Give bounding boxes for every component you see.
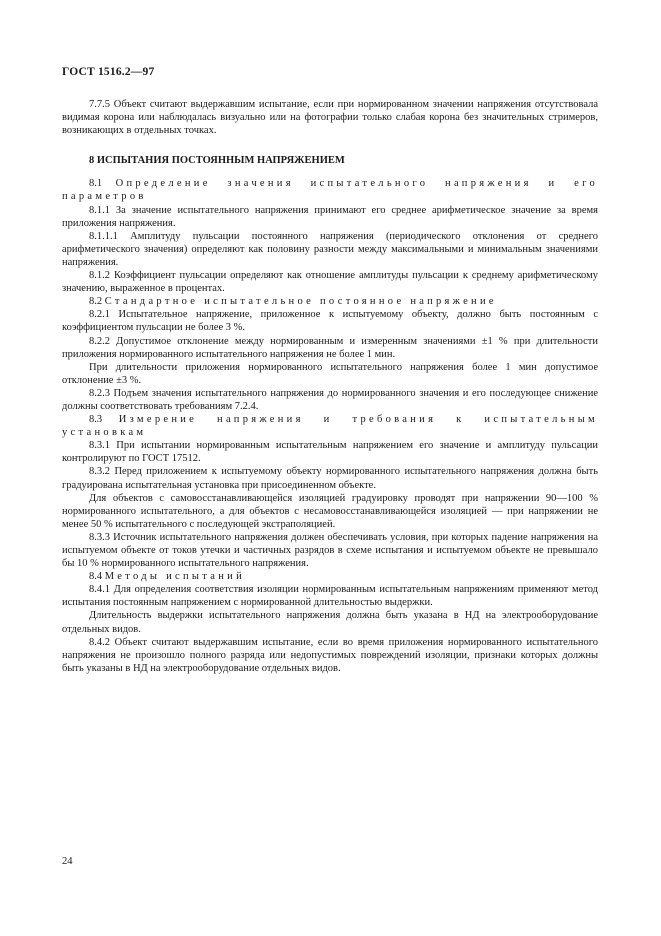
subsection-8-1-number: 8.1	[89, 178, 103, 190]
subsection-8-4-number: 8.4	[89, 571, 103, 583]
subsection-8-1-title: Определение значения испытательного напряжения и его параметров	[62, 178, 598, 203]
paragraph-8-2-1: 8.2.1 Испытательное напряжение, приложенное к испытуемому объекту, должно быть постоянным с коэффициентом пульсации не более 3 %.	[62, 309, 598, 334]
subsection-8-2-number: 8.2	[89, 296, 103, 308]
paragraph-8-3-1: 8.3.1 При испытании нормированным испытательным напряжением его значение и амплитуду пульсации контролируют по ГОСТ 17512.	[62, 440, 598, 465]
body-text	[62, 98, 598, 675]
paragraph-8-3-3: 8.3.3 Источник испытательного напряжения должен обеспечивать условия, при которых падение напряжения на испытуемом объекте от токов утечки и частичных разрядов в схеме испытания и испытуемом объекте не превышало бы 10 % нормированного испытательного напряжения.	[62, 531, 598, 570]
paragraph-7-7-5: 7.7.5 Объект считают выдержавшим испытание, если при нормированном значении напряжения отсутствовала видимая корона или наблюдалась визуально или на фотографии только слабая корона без значительных стримеров, возникающих в отдельных точках.	[62, 99, 598, 137]
subsection-8-2-title: Стандартное испытательное постоянное напряжение	[104, 296, 497, 308]
section-8-title: 8 ИСПЫТАНИЯ ПОСТОЯННЫМ НАПРЯЖЕНИЕМ	[89, 155, 345, 167]
subsection-8-2-heading	[62, 295, 598, 308]
paragraph-8-4-1: 8.4.1 Для определения соответствия изоляции нормированным испытательным напряжениям применяют метод испытания постоянным напряжением с нормированной длительностью выдержки.	[62, 584, 598, 609]
subsection-8-4-title: Методы испытаний	[104, 571, 246, 583]
paragraph-8-3-2: 8.3.2 Перед приложением к испытуемому объекту нормированного испытательного напряжения должна быть градуирована испытательная установка при присоединенном объекте.	[62, 466, 598, 491]
paragraph-8-4-2: 8.4.2 Объект считают выдержавшим испытание, если во время приложения нормированного испытательного напряжения не произошло полного разряда или недопустимых повреждений изоляции, признаки которых должны быть указаны в НД на электрооборудование отдельных видов.	[62, 636, 598, 674]
paragraph-8-2-3: 8.2.3 Подъем значения испытательного напряжения до нормированного значения и его последующее снижение должны соответствовать требованиям 7.2.4.	[62, 387, 598, 412]
paragraph-8-2-2: 8.2.2 Допустимое отклонение между нормированным и измеренным значениями ±1 % при длительности приложения нормированного испытательного напряжения не более 1 мин.	[62, 335, 598, 360]
subsection-8-1-heading	[62, 177, 598, 203]
subsection-8-3-heading	[62, 413, 598, 439]
document-code-header: ГОСТ 1516.2—97	[62, 66, 155, 78]
subsection-8-3-title: Измерение напряжения и требования к испытательным установкам	[62, 414, 598, 439]
paragraph-8-1-2: 8.1.2 Коэффициент пульсации определяют как отношение амплитуды пульсации к среднему арифметическому значению, выраженное в процентах.	[62, 270, 598, 295]
paragraph-8-2-2-continued: При длительности приложения нормированного испытательного напряжения более 1 мин допустимое отклонение ±3 %.	[62, 361, 598, 386]
paragraph-8-3-2-continued: Для объектов с самовосстанавливающейся изоляцией градуировку проводят при напряжении 90—100 % нормированного испытательного, а для объектов с несамовосстанавливающейся изоляцией — при напряжении не менее 50 % испытательного с последующей экстраполяцией.	[62, 492, 598, 530]
paragraph-8-1-1-1: 8.1.1.1 Амплитуду пульсации постоянного напряжения (периодического отклонения от среднего арифметического значения) определяют как половину разности между максимальными и минимальным значениями напряжения.	[62, 230, 598, 268]
subsection-8-4-heading	[62, 570, 598, 583]
page-number: 24	[62, 856, 73, 867]
paragraph-8-1-1: 8.1.1 За значение испытательного напряжения принимают его среднее арифметическое значение за время приложения напряжения.	[62, 204, 598, 229]
subsection-8-3-number: 8.3	[89, 414, 103, 426]
paragraph-8-4-1-continued: Длительность выдержки испытательного напряжения должна быть указана в НД на электрооборудование отдельных видов.	[62, 610, 598, 635]
